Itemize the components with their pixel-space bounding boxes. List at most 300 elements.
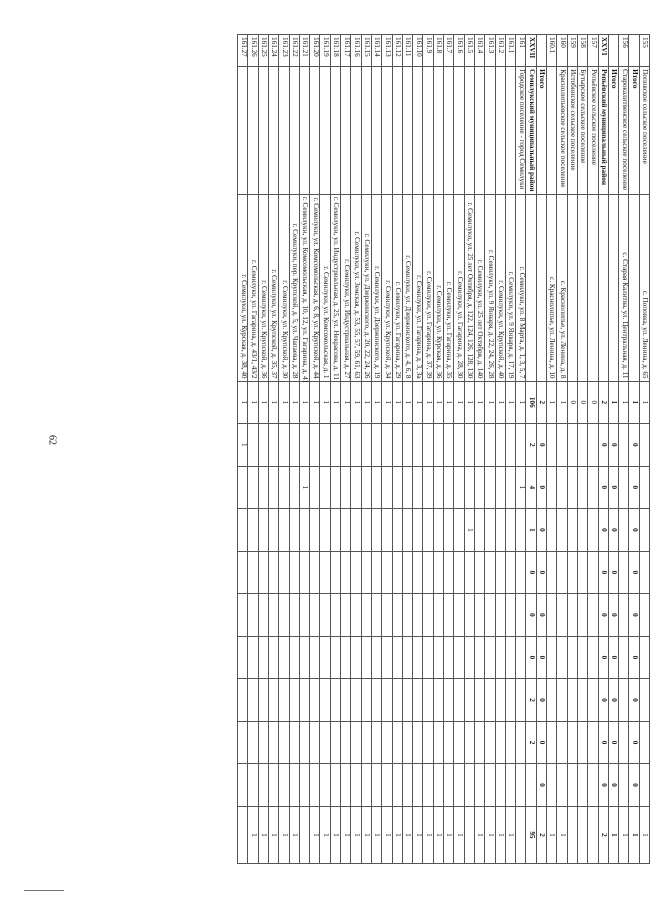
table-row: [289, 35, 299, 864]
value-cell: 0: [598, 679, 608, 722]
table-row: [598, 35, 608, 864]
settlement-name-cell: Итого: [536, 67, 546, 195]
value-cell: [289, 594, 299, 637]
row-number-cell: 160.1: [547, 35, 557, 67]
table-row: [238, 35, 248, 864]
value-cell: [382, 466, 392, 509]
table-row: [320, 35, 330, 864]
settlement-name-cell: [310, 67, 320, 195]
value-cell: [485, 424, 495, 467]
value-cell: 1: [279, 806, 289, 863]
value-cell: [495, 636, 505, 679]
row-number-cell: 161.22: [289, 35, 299, 67]
row-number-cell: 161.15: [361, 35, 371, 67]
value-cell: [454, 636, 464, 679]
value-cell: 1: [382, 806, 392, 863]
value-cell: [516, 679, 526, 722]
value-cell: [320, 764, 330, 807]
address-cell: г. Семилуки, ул. Комсомольская, д. 10, 12, ул. Гагарина, д. 41: [299, 194, 309, 381]
value-cell: 1: [444, 381, 454, 424]
value-cell: [289, 551, 299, 594]
table-row: [371, 35, 381, 864]
value-cell: [495, 509, 505, 552]
address-cell: [629, 194, 639, 381]
row-number-cell: 161.1: [505, 35, 515, 67]
row-number-cell: 161.8: [433, 35, 443, 67]
value-cell: 0: [598, 551, 608, 594]
value-cell: [505, 424, 515, 467]
value-cell: 0: [536, 764, 546, 807]
row-number-cell: 159: [567, 35, 577, 67]
value-cell: [639, 721, 649, 764]
value-cell: 1: [330, 381, 340, 424]
value-cell: [639, 466, 649, 509]
value-cell: [299, 424, 309, 467]
housing-table-body: [238, 35, 650, 864]
value-cell: 1: [289, 806, 299, 863]
row-number-cell: 161.14: [371, 35, 381, 67]
settlement-name-cell: [547, 67, 557, 195]
value-cell: [485, 509, 495, 552]
value-cell: 0: [629, 764, 639, 807]
value-cell: [516, 551, 526, 594]
value-cell: [258, 466, 268, 509]
value-cell: 0: [536, 679, 546, 722]
value-cell: [361, 764, 371, 807]
value-cell: [258, 551, 268, 594]
settlement-name-cell: Истобинское сельское поселение: [567, 67, 577, 195]
value-cell: 1: [402, 806, 412, 863]
value-cell: 1: [330, 806, 340, 863]
value-cell: [444, 721, 454, 764]
address-cell: г. Семилуки, ул. Курская, д. 36: [433, 194, 443, 381]
table-row: [423, 35, 433, 864]
value-cell: [433, 636, 443, 679]
row-number-cell: [629, 35, 639, 67]
value-cell: 1: [392, 806, 402, 863]
value-cell: [269, 636, 279, 679]
value-cell: [361, 551, 371, 594]
value-cell: [299, 594, 309, 637]
address-cell: [577, 194, 587, 381]
value-cell: 0: [536, 721, 546, 764]
settlement-name-cell: [248, 67, 258, 195]
row-number-cell: 161.9: [423, 35, 433, 67]
value-cell: [547, 594, 557, 637]
value-cell: [433, 594, 443, 637]
value-cell: [495, 466, 505, 509]
row-number-cell: 161: [516, 35, 526, 67]
value-cell: [454, 679, 464, 722]
value-cell: [248, 594, 258, 637]
value-cell: 1: [299, 381, 309, 424]
table-row: [341, 35, 351, 864]
value-cell: [444, 424, 454, 467]
value-cell: 2: [598, 381, 608, 424]
value-cell: [289, 466, 299, 509]
value-cell: [495, 764, 505, 807]
value-cell: 1: [619, 806, 629, 863]
address-cell: г. Семилуки, ул. 25 лет Октября, д. 140: [474, 194, 484, 381]
value-cell: [444, 679, 454, 722]
value-cell: 1: [371, 806, 381, 863]
row-number-cell: 161.25: [258, 35, 268, 67]
value-cell: [485, 721, 495, 764]
value-cell: [299, 764, 309, 807]
value-cell: 1: [351, 381, 361, 424]
table-row: [444, 35, 454, 864]
value-cell: [371, 721, 381, 764]
settlement-name-cell: [258, 67, 268, 195]
value-cell: 0: [526, 551, 536, 594]
address-cell: г. Семилуки, ул. Крупской, д. 40: [495, 194, 505, 381]
value-cell: [588, 424, 598, 467]
value-cell: [413, 721, 423, 764]
table-row: [392, 35, 402, 864]
value-cell: [413, 424, 423, 467]
settlement-name-cell: [505, 67, 515, 195]
value-cell: [433, 509, 443, 552]
value-cell: [474, 551, 484, 594]
value-cell: [485, 594, 495, 637]
value-cell: [557, 764, 567, 807]
value-cell: 1: [639, 806, 649, 863]
value-cell: 1: [485, 806, 495, 863]
value-cell: 1: [361, 381, 371, 424]
value-cell: [567, 594, 577, 637]
row-number-cell: 156: [619, 35, 629, 67]
value-cell: 1: [495, 806, 505, 863]
settlement-name-cell: [413, 67, 423, 195]
value-cell: [423, 466, 433, 509]
value-cell: [248, 509, 258, 552]
value-cell: [382, 424, 392, 467]
value-cell: [444, 466, 454, 509]
value-cell: 0: [629, 679, 639, 722]
value-cell: [361, 636, 371, 679]
value-cell: [433, 466, 443, 509]
value-cell: [464, 721, 474, 764]
value-cell: [289, 764, 299, 807]
value-cell: [557, 679, 567, 722]
value-cell: [547, 679, 557, 722]
value-cell: [433, 679, 443, 722]
value-cell: [320, 721, 330, 764]
table-row: [557, 35, 567, 864]
value-cell: [371, 636, 381, 679]
value-cell: [392, 551, 402, 594]
settlement-name-cell: [238, 67, 248, 195]
value-cell: [464, 594, 474, 637]
value-cell: [299, 551, 309, 594]
value-cell: [444, 509, 454, 552]
settlement-name-cell: [289, 67, 299, 195]
address-cell: г. Семилуки, ул. 9 Января, д. 17, 19: [505, 194, 515, 381]
value-cell: [619, 721, 629, 764]
value-cell: [557, 551, 567, 594]
address-cell: г. Семилуки, ул. Гагарина, д. 37, 39: [423, 194, 433, 381]
address-cell: г. Семилуки, ул. Крупской, д. 34: [382, 194, 392, 381]
value-cell: [289, 679, 299, 722]
value-cell: [269, 679, 279, 722]
value-cell: 1: [269, 806, 279, 863]
value-cell: 1: [310, 806, 320, 863]
value-cell: 0: [536, 466, 546, 509]
value-cell: [371, 509, 381, 552]
value-cell: [289, 424, 299, 467]
value-cell: [341, 679, 351, 722]
value-cell: [577, 636, 587, 679]
value-cell: [371, 594, 381, 637]
value-cell: 0: [608, 636, 618, 679]
table-row: [629, 35, 639, 864]
settlement-name-cell: Репьёвское сельское поселение: [588, 67, 598, 195]
value-cell: 1: [423, 806, 433, 863]
value-cell: [547, 764, 557, 807]
value-cell: [505, 594, 515, 637]
address-cell: с. Поповка, ул. Ленина, д. 65: [639, 194, 649, 381]
value-cell: [351, 424, 361, 467]
value-cell: [392, 679, 402, 722]
value-cell: 1: [433, 806, 443, 863]
settlement-name-cell: [299, 67, 309, 195]
value-cell: [269, 594, 279, 637]
value-cell: [248, 424, 258, 467]
value-cell: 2: [536, 806, 546, 863]
settlement-name-cell: Семилукский муниципальный район: [526, 67, 536, 195]
table-row: [474, 35, 484, 864]
table-row: [351, 35, 361, 864]
value-cell: [341, 764, 351, 807]
address-cell: г. Семилуки, ул. Комсомольская, д. 6, 8, ул. Крупской, д. 44: [310, 194, 320, 381]
address-cell: г. Семилуки, ул. Гагарина, д. 43/1, 43/2: [248, 194, 258, 381]
settlement-name-cell: [330, 67, 340, 195]
settlement-name-cell: Городское поселение - город Семилуки: [516, 67, 526, 195]
value-cell: [392, 636, 402, 679]
value-cell: [577, 806, 587, 863]
row-number-cell: 161.7: [444, 35, 454, 67]
value-cell: [567, 636, 577, 679]
value-cell: [248, 466, 258, 509]
value-cell: [299, 636, 309, 679]
value-cell: [474, 764, 484, 807]
row-number-cell: 161.6: [454, 35, 464, 67]
value-cell: [588, 636, 598, 679]
value-cell: [351, 636, 361, 679]
value-cell: [464, 551, 474, 594]
value-cell: [619, 679, 629, 722]
value-cell: [341, 721, 351, 764]
row-number-cell: 161.24: [269, 35, 279, 67]
value-cell: 1: [557, 381, 567, 424]
value-cell: [351, 764, 361, 807]
value-cell: 1: [269, 381, 279, 424]
value-cell: 0: [598, 509, 608, 552]
table-row: [402, 35, 412, 864]
settlement-name-cell: [464, 67, 474, 195]
value-cell: [392, 721, 402, 764]
value-cell: [382, 764, 392, 807]
value-cell: [495, 679, 505, 722]
table-row: [639, 35, 649, 864]
value-cell: [516, 424, 526, 467]
value-cell: [269, 721, 279, 764]
value-cell: [361, 679, 371, 722]
value-cell: [248, 636, 258, 679]
address-cell: [526, 194, 536, 381]
value-cell: [413, 679, 423, 722]
value-cell: [547, 636, 557, 679]
settlement-name-cell: [320, 67, 330, 195]
row-number-cell: XXVII: [526, 35, 536, 67]
value-cell: [351, 466, 361, 509]
address-cell: г. Семилуки, ул. Индустриальная, д. 25, ул. Некрасова, д. 11: [330, 194, 340, 381]
value-cell: [382, 679, 392, 722]
value-cell: [567, 721, 577, 764]
table-row: [608, 35, 618, 864]
value-cell: 0: [629, 551, 639, 594]
value-cell: [330, 636, 340, 679]
settlement-name-cell: Итого: [608, 67, 618, 195]
value-cell: [423, 594, 433, 637]
value-cell: [351, 551, 361, 594]
value-cell: [577, 764, 587, 807]
value-cell: [402, 636, 412, 679]
value-cell: [485, 764, 495, 807]
value-cell: [279, 594, 289, 637]
row-number-cell: 155: [639, 35, 649, 67]
value-cell: 0: [598, 764, 608, 807]
value-cell: [279, 764, 289, 807]
value-cell: 0: [536, 509, 546, 552]
table-row: [454, 35, 464, 864]
value-cell: [320, 551, 330, 594]
value-cell: [361, 594, 371, 637]
value-cell: 1: [454, 806, 464, 863]
value-cell: [495, 551, 505, 594]
value-cell: 1: [341, 381, 351, 424]
value-cell: [371, 466, 381, 509]
address-cell: г. Семилуки, ул. Гагарина, д. 28, 30: [454, 194, 464, 381]
address-cell: г. Семилуки, ул. 25 лет Октября, д. 122, 124, 126, 128, 130: [464, 194, 474, 381]
value-cell: [495, 721, 505, 764]
address-cell: г. Семилуки, ул. Гагарина, д. 35: [444, 194, 454, 381]
settlement-name-cell: [485, 67, 495, 195]
value-cell: 0: [567, 381, 577, 424]
value-cell: [505, 636, 515, 679]
value-cell: [238, 636, 248, 679]
value-cell: [238, 509, 248, 552]
value-cell: [619, 509, 629, 552]
value-cell: [547, 509, 557, 552]
value-cell: [423, 551, 433, 594]
value-cell: 1: [258, 381, 268, 424]
row-number-cell: 161.3: [485, 35, 495, 67]
value-cell: [341, 594, 351, 637]
value-cell: [341, 424, 351, 467]
value-cell: 0: [608, 721, 618, 764]
value-cell: [402, 424, 412, 467]
row-number-cell: 161.11: [402, 35, 412, 67]
value-cell: [639, 551, 649, 594]
value-cell: 1: [413, 381, 423, 424]
value-cell: [464, 764, 474, 807]
value-cell: [310, 509, 320, 552]
value-cell: 0: [598, 594, 608, 637]
value-cell: 1: [629, 381, 639, 424]
value-cell: [567, 466, 577, 509]
value-cell: [588, 551, 598, 594]
settlement-name-cell: [269, 67, 279, 195]
value-cell: [557, 509, 567, 552]
value-cell: [382, 551, 392, 594]
value-cell: 1: [639, 381, 649, 424]
value-cell: 0: [608, 509, 618, 552]
row-number-cell: [608, 35, 618, 67]
value-cell: 0: [536, 594, 546, 637]
value-cell: 1: [310, 381, 320, 424]
row-number-cell: 161.10: [413, 35, 423, 67]
table-row: [433, 35, 443, 864]
value-cell: 1: [464, 509, 474, 552]
value-cell: [639, 764, 649, 807]
settlement-name-cell: [423, 67, 433, 195]
value-cell: [248, 551, 258, 594]
value-cell: [577, 721, 587, 764]
row-number-cell: 161.26: [248, 35, 258, 67]
value-cell: [454, 424, 464, 467]
table-row: [485, 35, 495, 864]
settlement-name-cell: [371, 67, 381, 195]
row-number-cell: 160: [557, 35, 567, 67]
value-cell: [588, 721, 598, 764]
value-cell: [516, 764, 526, 807]
address-cell: с. Краснолипье, ул. Ленина, д. 8: [557, 194, 567, 381]
value-cell: [330, 509, 340, 552]
settlement-name-cell: [474, 67, 484, 195]
settlement-name-cell: [402, 67, 412, 195]
value-cell: 0: [608, 594, 618, 637]
value-cell: 1: [444, 806, 454, 863]
value-cell: [474, 424, 484, 467]
value-cell: [474, 636, 484, 679]
value-cell: [464, 636, 474, 679]
value-cell: [238, 679, 248, 722]
value-cell: 106: [526, 381, 536, 424]
value-cell: [639, 424, 649, 467]
value-cell: 1: [547, 381, 557, 424]
value-cell: 0: [629, 424, 639, 467]
value-cell: [444, 764, 454, 807]
address-cell: г. Семилуки, ул. Дзержинского, д. 4, 6, 8: [402, 194, 412, 381]
row-number-cell: 161.13: [382, 35, 392, 67]
value-cell: [577, 509, 587, 552]
value-cell: [505, 764, 515, 807]
value-cell: 0: [608, 424, 618, 467]
settlement-name-cell: [433, 67, 443, 195]
table-row: [361, 35, 371, 864]
address-cell: г. Семилуки, ул. Дзержинского, д. 20, 22, 24, 26: [361, 194, 371, 381]
value-cell: 1: [608, 381, 618, 424]
value-cell: [310, 636, 320, 679]
value-cell: [382, 636, 392, 679]
value-cell: [567, 509, 577, 552]
value-cell: [413, 594, 423, 637]
value-cell: [310, 466, 320, 509]
value-cell: 0: [629, 594, 639, 637]
value-cell: [382, 721, 392, 764]
table-row: [567, 35, 577, 864]
